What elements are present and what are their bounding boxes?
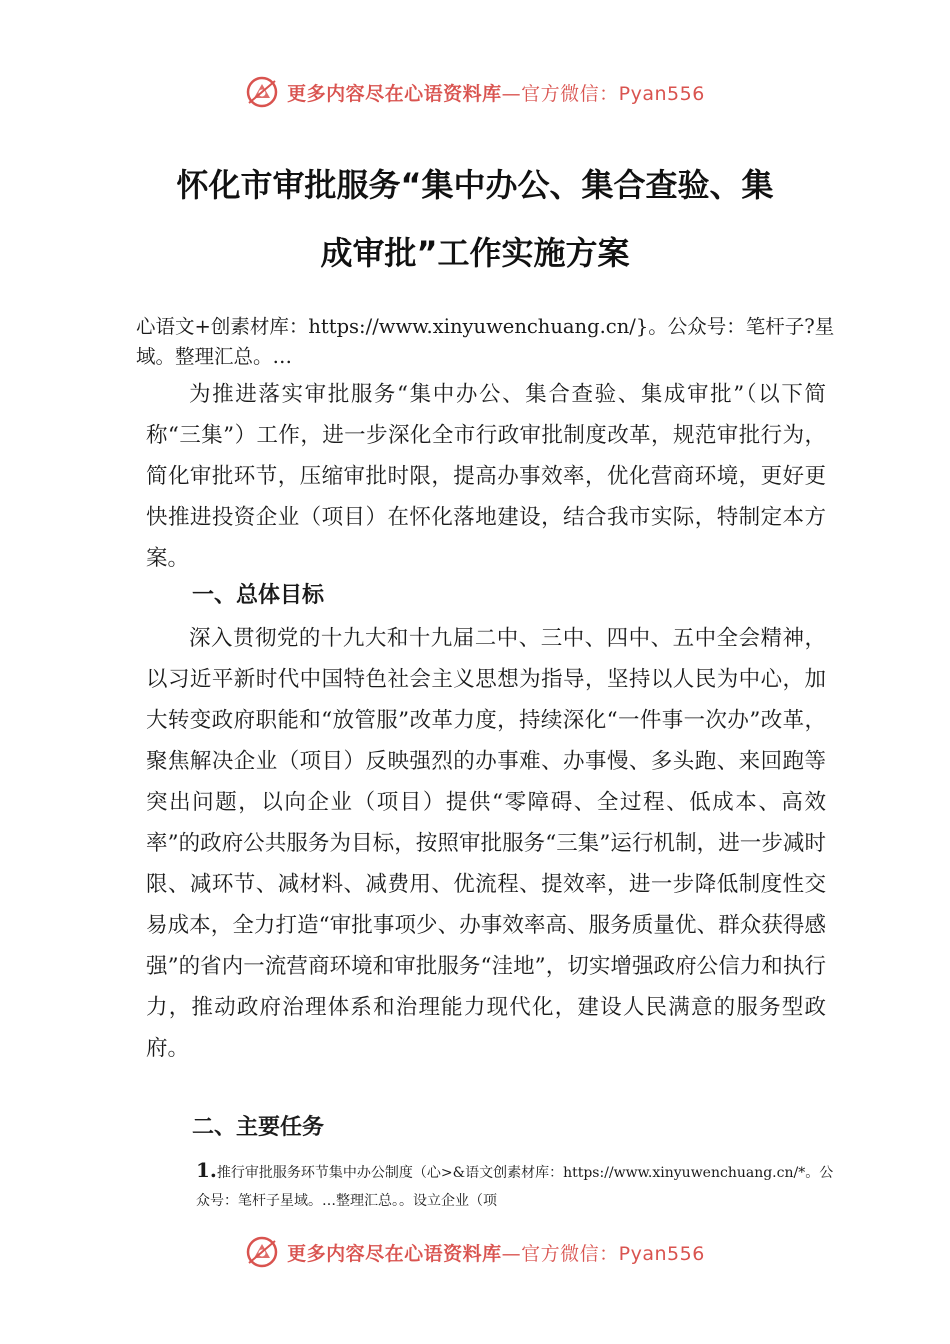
source-note: 心语文+创素材库：https://www.xinyuwenchuang.cn/}。公众号：笔杆子?星域。整理汇总。… — [136, 315, 835, 368]
intro-paragraph: 为推进落实审批服务“集中办公、集合查验、集成审批”（以下简称“三集”）工作，进一步深化全市行政审批制度改革，规范审批行为，简化审批环节，压缩审批时限，提高办事效率，优化营商环境，更好更快推进投资企业（项目）在怀化落地建设，结合我市实际，特制定本方案。 — [146, 382, 826, 571]
banner-content — [245, 75, 705, 109]
document-title-line-1: 怀化市审批服务“集中办公、集合查验、集 — [176, 166, 774, 204]
banner-content — [245, 1235, 705, 1269]
banner-main-text: 更多内容尽在心语资料库 — [287, 1242, 502, 1265]
task-item-number: 1. — [196, 1158, 217, 1182]
footer-watermark-banner — [0, 1230, 950, 1274]
seal-logo-icon — [245, 1235, 279, 1269]
banner-text — [287, 79, 705, 106]
seal-logo-icon — [245, 75, 279, 109]
task-item-text: 推行审批服务环节集中办公制度（心>&语文创素材库：https://www.xinyuwenchuang.cn/*。公众号：笔杆子星域。…整理汇总。。设立企业（项 — [196, 1165, 834, 1209]
overall-goal-paragraph: 深入贯彻党的十九大和十九届二中、三中、四中、五中全会精神，以习近平新时代中国特色社会主义思想为指导，坚持以人民为中心，加大转变政府职能和“放管服”改革力度，持续深化“一件事一次办”改革，聚焦解决企业（项目）反映强烈的办事难、办事慢、多头跑、来回跑等突出问题，以向企业（项目）提供“零障碍、全过程、低成本、高效率”的政府公共服务为目标，按照审批服务“三集”运行机制，进一步减时限、减环节、减材料、减费用、优流程、提效率，进一步降低制度性交易成本，全力打造“审批事项少、办事效率高、服务质量优、群众获得感强”的省内一流营商环境和审批服务“洼地”，切实增强政府公信力和执行力，推动政府治理体系和治理能力现代化，建设人民满意的服务型政府。 — [146, 626, 826, 1061]
document-title-line-2: 成审批”工作实施方案 — [320, 234, 630, 272]
section-heading-overall-goal: 一、总体目标 — [192, 583, 325, 608]
banner-main-text: 更多内容尽在心语资料库 — [287, 82, 502, 105]
banner-suffix-text: —官方微信：Pyan556 — [501, 1242, 705, 1265]
task-item-1 — [196, 1156, 836, 1215]
banner-text — [287, 1239, 705, 1266]
header-watermark-banner — [0, 70, 950, 114]
section-heading-main-tasks: 二、主要任务 — [192, 1115, 325, 1140]
banner-suffix-text: —官方微信：Pyan556 — [501, 82, 705, 105]
